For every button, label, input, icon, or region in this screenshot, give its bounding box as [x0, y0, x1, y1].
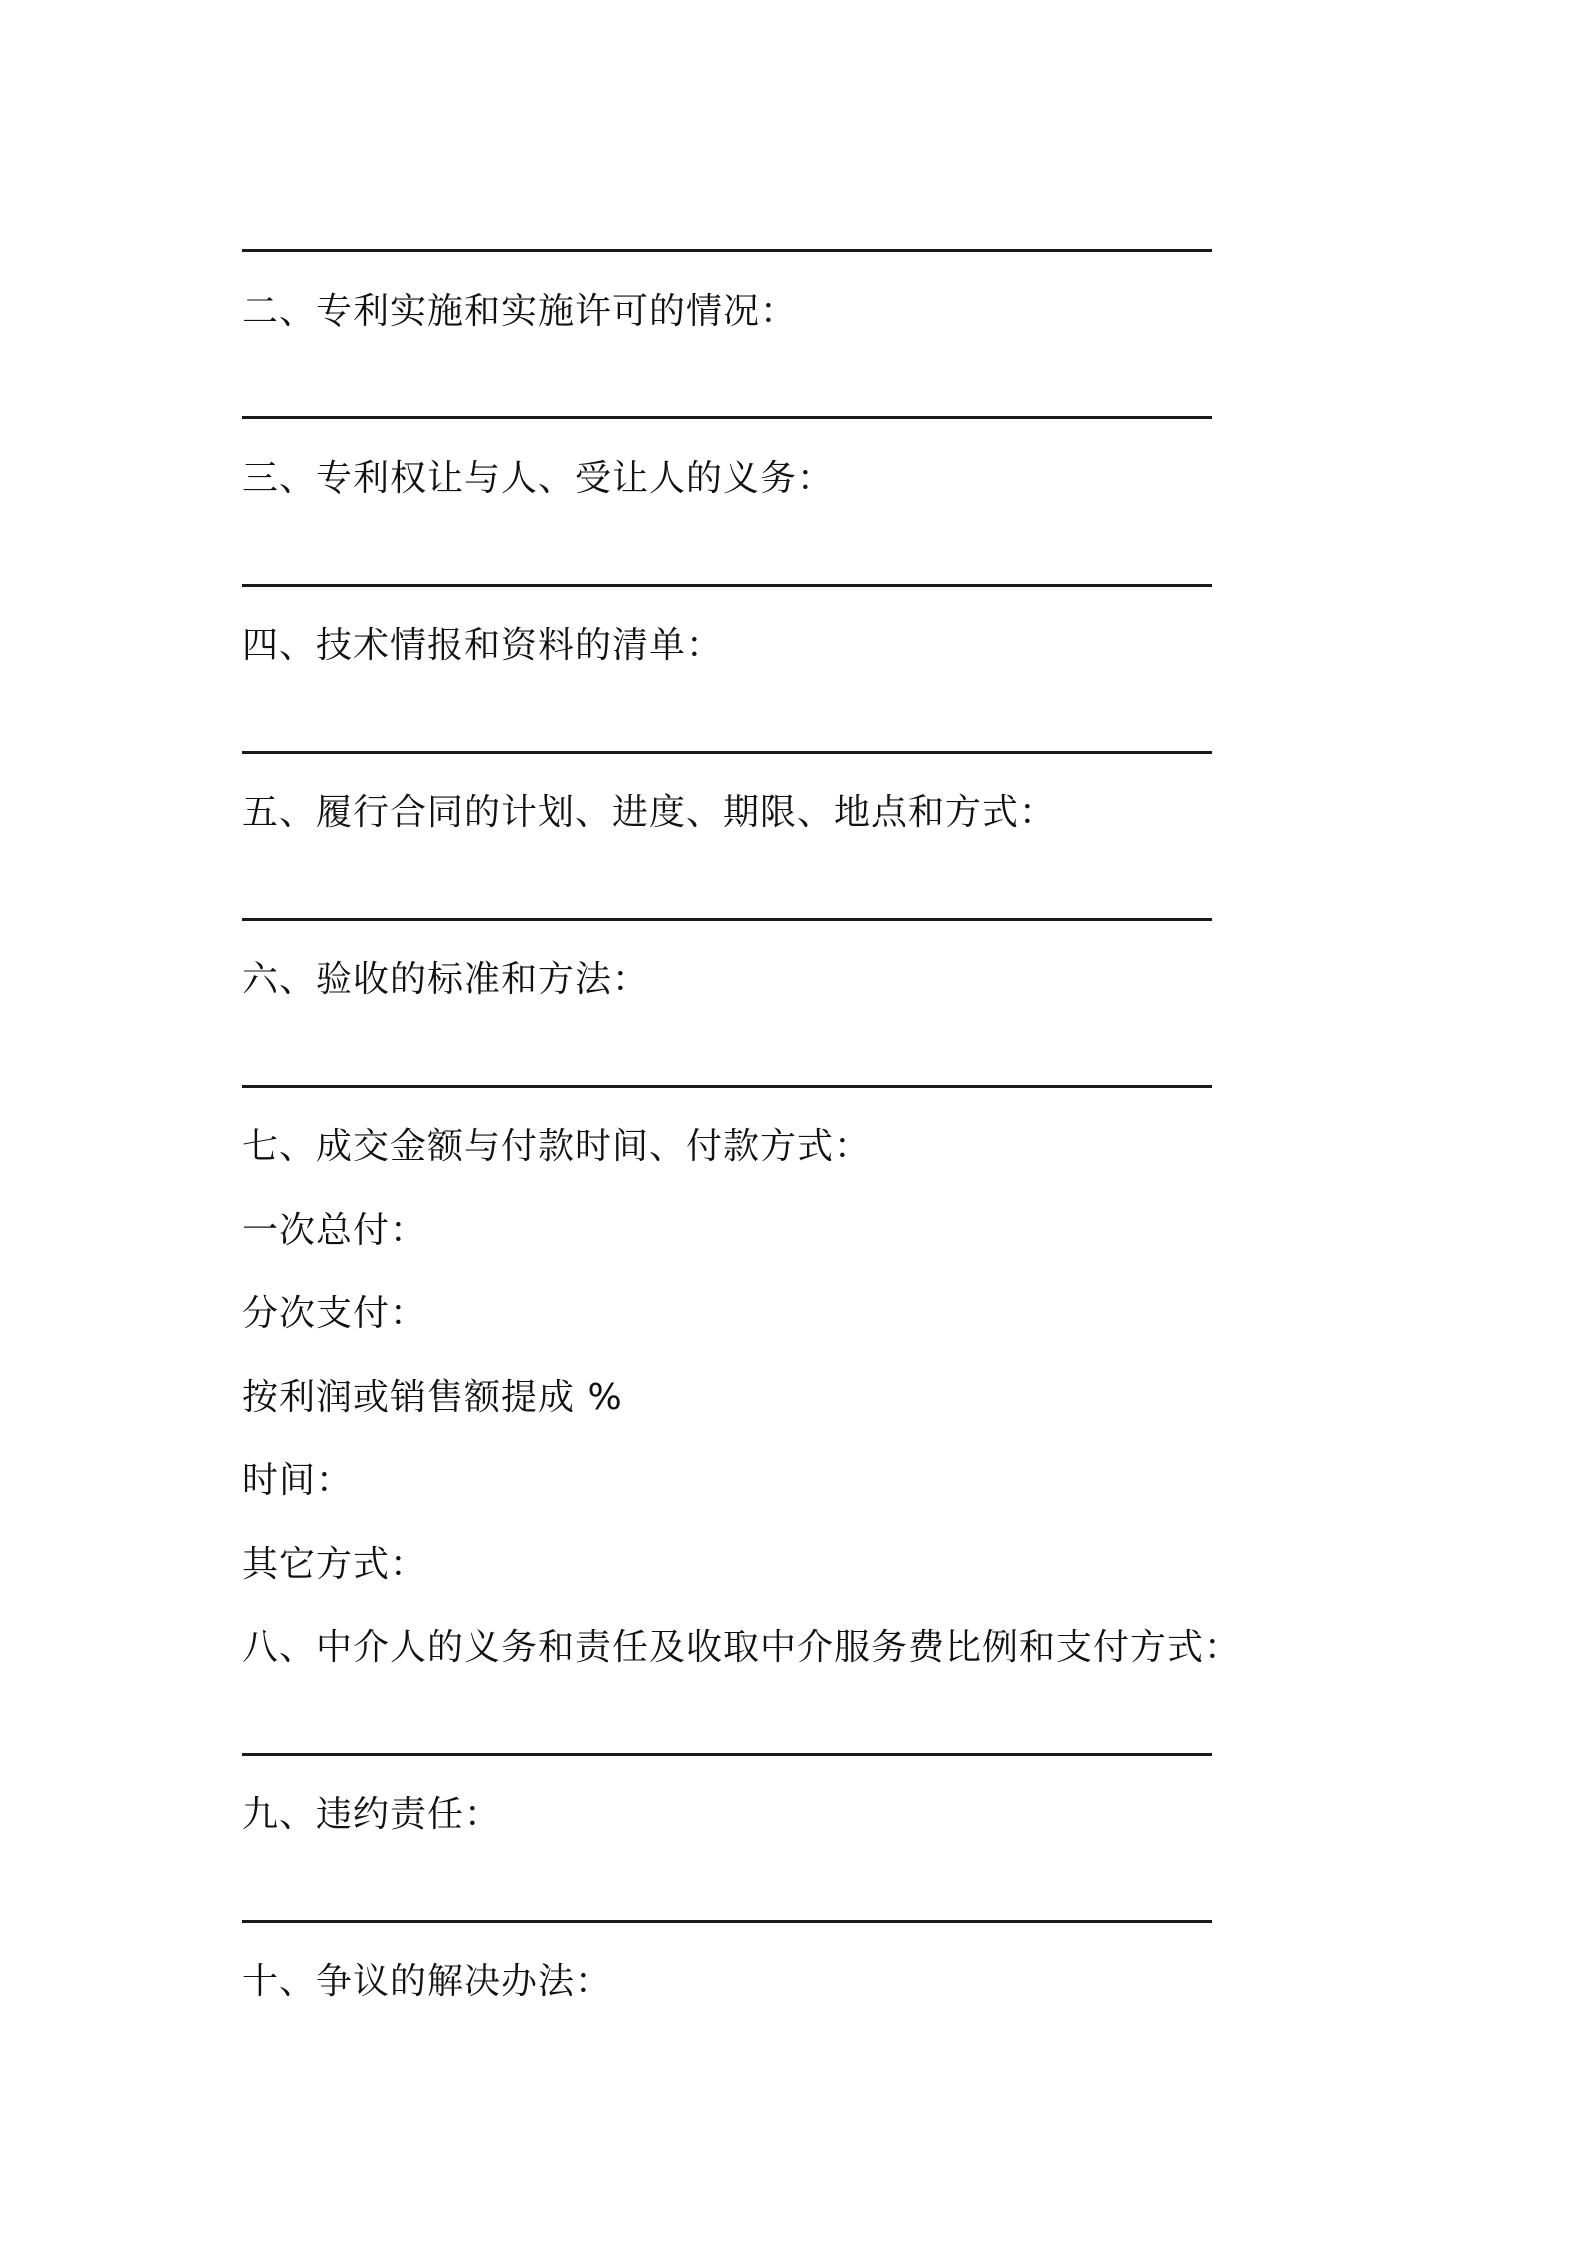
- payment-installments-label: 分次支付：: [242, 1293, 428, 1334]
- blank-fill-line: [242, 751, 1212, 754]
- section-6-heading: 六、验收的标准和方法：: [242, 959, 650, 1000]
- section-3-heading: 三、专利权让与人、受让人的义务：: [242, 458, 835, 499]
- section-9-heading: 九、违约责任：: [242, 1794, 502, 1835]
- blank-fill-line: [242, 1753, 1212, 1756]
- blank-fill-line: [242, 918, 1212, 921]
- blank-fill-line: [242, 416, 1212, 419]
- section-10-heading: 十、争议的解决办法：: [242, 1961, 613, 2002]
- section-2-heading: 二、专利实施和实施许可的情况：: [242, 291, 798, 332]
- blank-fill-line: [242, 584, 1212, 587]
- blank-fill-line: [242, 1920, 1212, 1923]
- blank-fill-line: [242, 249, 1212, 252]
- section-7-heading: 七、成交金额与付款时间、付款方式：: [242, 1126, 872, 1167]
- section-5-heading: 五、履行合同的计划、进度、期限、地点和方式：: [242, 792, 1057, 833]
- payment-other-label: 其它方式：: [242, 1544, 428, 1585]
- blank-fill-line: [242, 1085, 1212, 1088]
- payment-lump-sum-label: 一次总付：: [242, 1210, 428, 1251]
- payment-time-label: 时间：: [242, 1460, 354, 1501]
- section-4-heading: 四、技术情报和资料的清单：: [242, 625, 724, 666]
- payment-commission-label: 按利润或销售额提成 %: [242, 1377, 623, 1418]
- section-8-heading: 八、中介人的义务和责任及收取中介服务费比例和支付方式：: [242, 1627, 1242, 1668]
